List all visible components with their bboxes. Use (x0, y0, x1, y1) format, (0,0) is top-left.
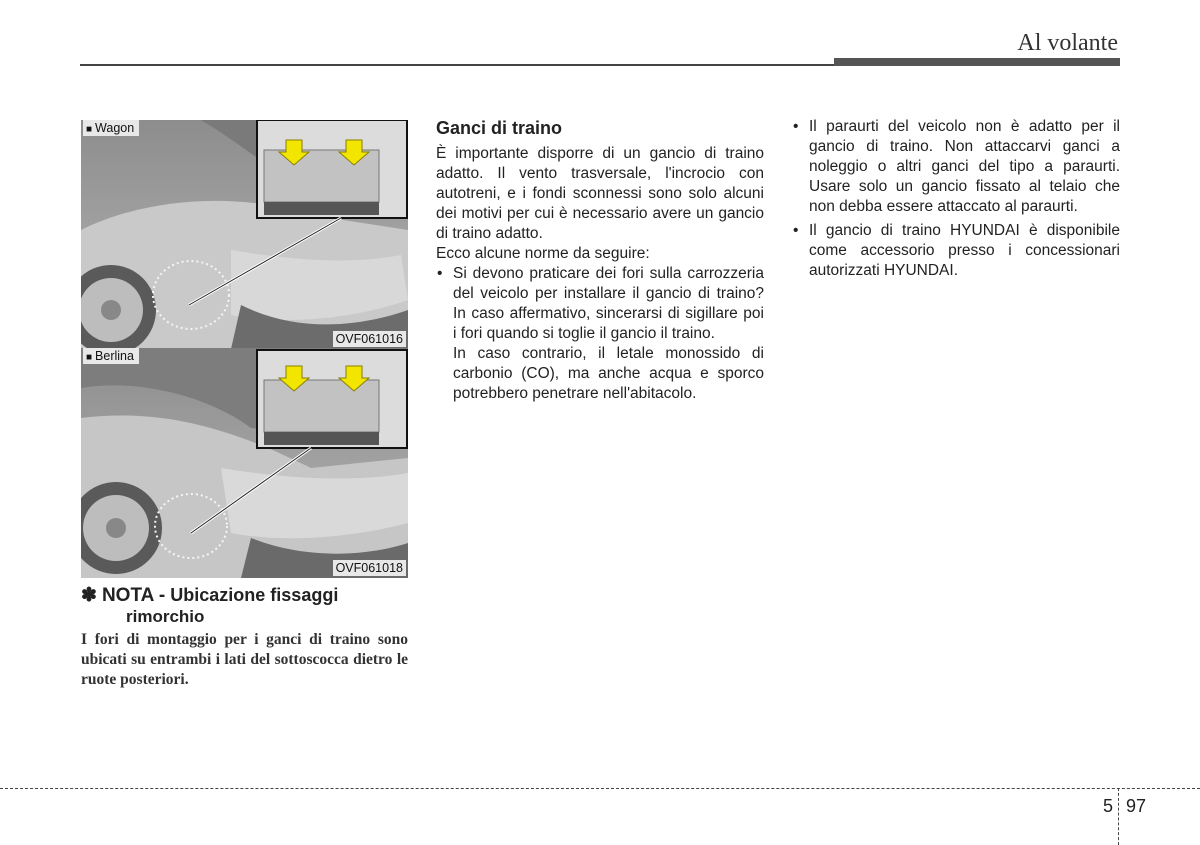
section-column-right (792, 117, 1120, 281)
bullet-dot-icon: • (793, 222, 799, 239)
berlina-illustration (81, 348, 408, 578)
bullet-text: Il paraurti del veicolo non è adatto per il gancio di traino. Non attaccarvi ganci a noleggio o altri ganci del tipo a paraurti. Usare solo un gancio fissato al telaio che non debba essere attaccato al paraurti. (809, 118, 1120, 215)
section-heading: Ganci di traino (436, 118, 563, 138)
square-bullet-icon: ■ (86, 352, 93, 363)
nota-body: I fori di montaggio per i ganci di traino sono ubicati su entrambi i lati del sottoscocca dietro le ruote posteriori. (81, 631, 408, 688)
list-item-continuation (436, 344, 764, 404)
section-lead: Ecco alcune norme da seguire: (436, 245, 650, 262)
figure-label-text: Wagon (95, 121, 135, 135)
nota-title-line1: Ubicazione fissaggi (170, 585, 339, 605)
header-rule-thick (834, 58, 1120, 66)
figure-code: OVF061016 (333, 331, 406, 347)
nota-title-line2: rimorchio (126, 607, 205, 626)
header-rule-thin (80, 64, 840, 66)
bullet-dot-icon: • (437, 265, 443, 282)
list-item (436, 264, 764, 344)
figure-label (83, 348, 139, 364)
running-header-title: Al volante (1017, 30, 1118, 56)
page-number: 97 (1126, 796, 1147, 816)
footer-page-divider (1118, 788, 1119, 845)
section-column-middle (436, 117, 764, 404)
bullet-continuation-text: In caso contrario, il letale monossido di carbonio (CO), ma anche acqua e sporco potrebbero penetrare nell'abitacolo. (453, 345, 764, 402)
list-item (792, 117, 1120, 217)
bullet-text: Si devono praticare dei fori sulla carrozzeria del veicolo per installare il gancio di traino? In caso affermativo, sincerarsi di sigillare poi i fori quando si toglie il gancio il traino. (453, 265, 764, 342)
nota-heading (81, 585, 411, 627)
nota-symbol-icon: ✽ (81, 585, 97, 606)
list-item (792, 221, 1120, 281)
figure-label (83, 120, 139, 136)
square-bullet-icon: ■ (86, 124, 93, 135)
footer-divider (0, 788, 1200, 789)
page-section-number: 5 (1103, 796, 1114, 816)
figure-berlina (81, 348, 408, 578)
figure-code: OVF061018 (333, 560, 406, 576)
wagon-illustration (81, 120, 408, 349)
bullet-text: Il gancio di traino HYUNDAI è disponibile come accessorio presso i concessionari autorizzati HYUNDAI. (809, 222, 1120, 279)
section-intro: È importante disporre di un gancio di traino adatto. Il vento trasversale, l'incrocio con autotreni, e i fondi sconnessi sono solo alcuni dei motivi per cui è necessario avere un gancio di traino adatto. (436, 145, 764, 242)
figure-wagon (81, 120, 408, 349)
nota-prefix: NOTA - (101, 585, 166, 606)
bullet-dot-icon: • (793, 118, 799, 135)
figure-label-text: Berlina (95, 349, 134, 363)
